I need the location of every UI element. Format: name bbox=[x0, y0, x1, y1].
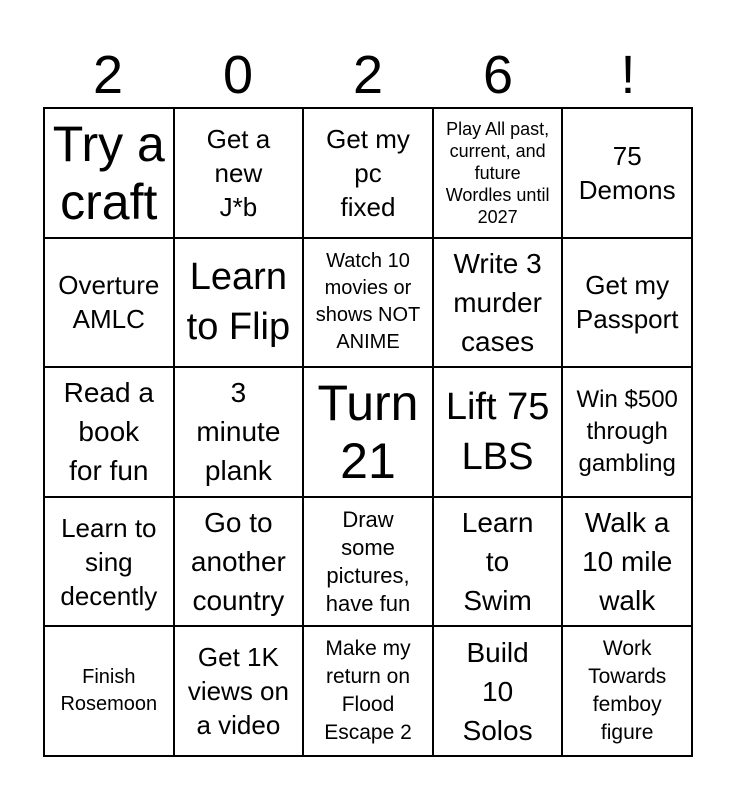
bingo-cell bbox=[44, 497, 174, 627]
cell-text: Read a book for fun bbox=[63, 377, 154, 487]
title-letter: 0 bbox=[222, 45, 254, 105]
bingo-cell bbox=[44, 238, 174, 368]
cell-text: Lift 75 LBS bbox=[445, 385, 550, 478]
cell-text: Get my Passport bbox=[575, 270, 679, 335]
bingo-cell bbox=[303, 497, 433, 627]
bingo-cell bbox=[44, 108, 174, 238]
title-letter: 2 bbox=[352, 45, 384, 105]
cell-text: Get a new J*b bbox=[206, 123, 271, 222]
cell-text: Get my pc fixed bbox=[326, 123, 410, 222]
bingo-cell bbox=[303, 108, 433, 238]
cell-text: Write 3 murder cases bbox=[453, 247, 542, 357]
cell-text: Finish Rosemoon bbox=[60, 666, 158, 716]
cell-text: Try a craft bbox=[52, 115, 165, 230]
bingo-cell bbox=[433, 367, 563, 497]
bingo-cell bbox=[174, 626, 304, 756]
bingo-cell bbox=[174, 497, 304, 627]
bingo-cell bbox=[303, 626, 433, 756]
cell-text: Win $500 through gambling bbox=[576, 385, 678, 477]
cell-text: Learn to sing decently bbox=[60, 512, 158, 611]
cell-text: Learn to Flip bbox=[186, 256, 291, 349]
bingo-cell bbox=[562, 238, 692, 368]
bingo-cell bbox=[562, 367, 692, 497]
bingo-cell bbox=[433, 108, 563, 238]
cell-text: Watch 10 movies or shows NOT ANIME bbox=[315, 250, 421, 354]
cell-text: Walk a 10 mile walk bbox=[582, 507, 673, 617]
bingo-title bbox=[43, 42, 693, 108]
bingo-grid bbox=[43, 107, 693, 757]
bingo-cell bbox=[562, 108, 692, 238]
cell-text: Work Towards femboy figure bbox=[588, 637, 667, 745]
bingo-cell bbox=[303, 238, 433, 368]
cell-text: Go to another country bbox=[190, 507, 286, 617]
cell-text: Make my return on Flood Escape 2 bbox=[324, 637, 412, 745]
cell-text: Overture AMLC bbox=[58, 270, 160, 335]
bingo-cell bbox=[433, 626, 563, 756]
bingo-cell bbox=[303, 367, 433, 497]
title-letter: ! bbox=[620, 45, 636, 105]
cell-text: Turn 21 bbox=[317, 374, 419, 489]
bingo-cell bbox=[44, 626, 174, 756]
bingo-cell bbox=[562, 626, 692, 756]
cell-text: Learn to Swim bbox=[461, 507, 534, 617]
cell-text: Draw some pictures, have fun bbox=[325, 506, 411, 616]
cell-text: Play All past, current, and future Wordles until 2027 bbox=[445, 118, 550, 227]
bingo-cell bbox=[433, 238, 563, 368]
bingo-cell bbox=[44, 367, 174, 497]
cell-text: Get 1K views on a video bbox=[187, 642, 289, 741]
title-letter: 2 bbox=[92, 45, 124, 105]
cell-text: 3 minute plank bbox=[196, 377, 281, 487]
bingo-cell bbox=[174, 238, 304, 368]
cell-text: 75 Demons bbox=[578, 140, 676, 205]
cell-text: Build 10 Solos bbox=[462, 636, 533, 746]
bingo-cell bbox=[562, 497, 692, 627]
bingo-cell bbox=[433, 497, 563, 627]
bingo-cell bbox=[174, 367, 304, 497]
bingo-cell bbox=[174, 108, 304, 238]
title-letter: 6 bbox=[482, 45, 514, 105]
